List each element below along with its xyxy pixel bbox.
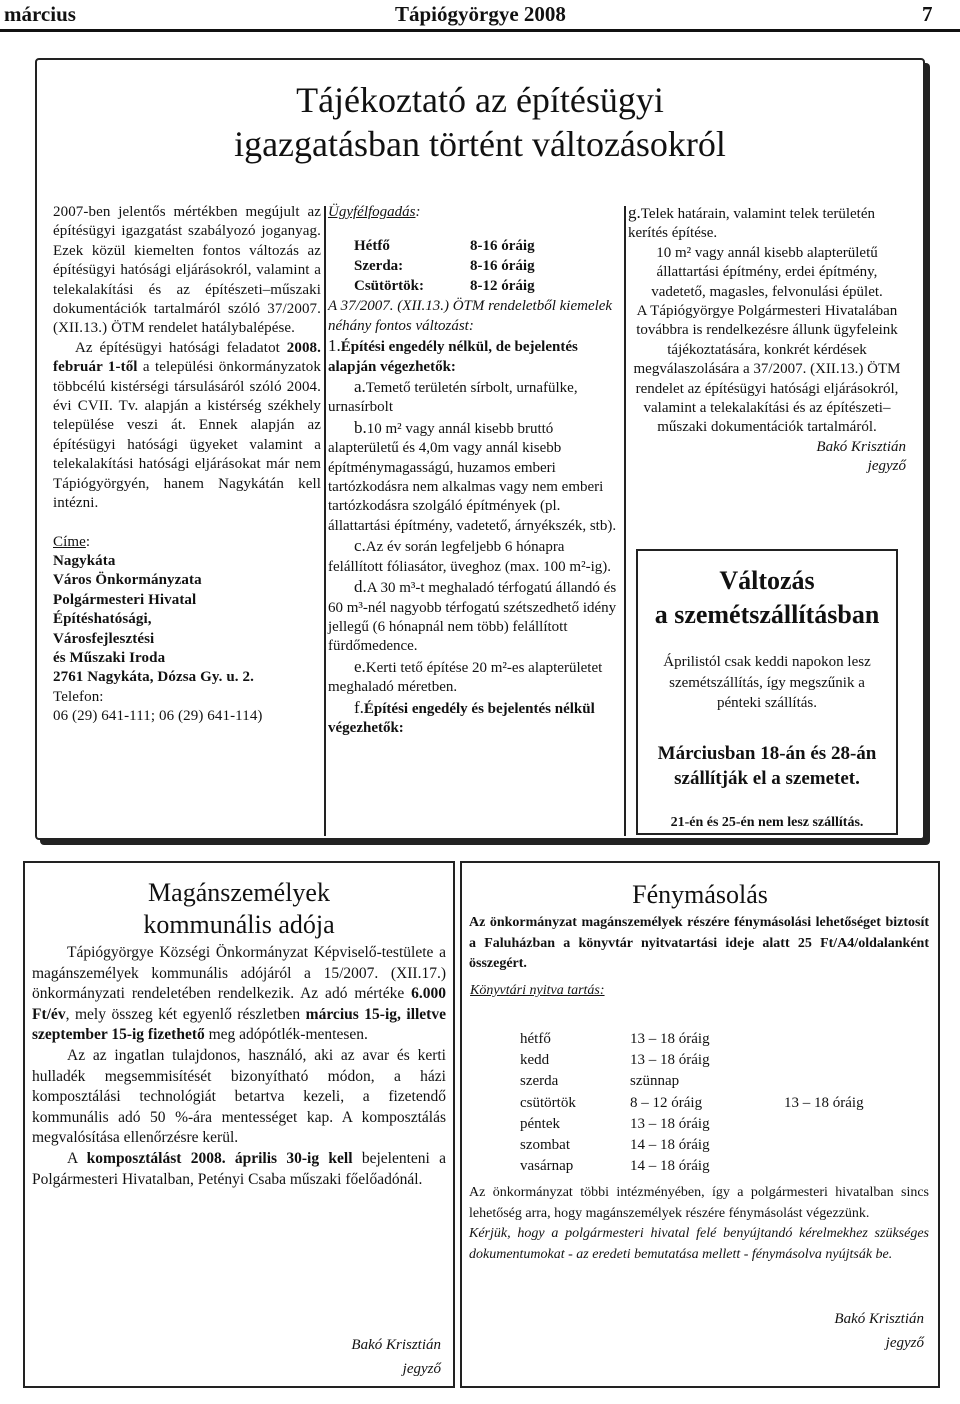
author-role: jegyző xyxy=(402,1361,441,1377)
office-hours-label-text: Ügyfélfogadás xyxy=(328,204,416,220)
list-item: a.Temető területén sírbolt, urnafülke, urnasírbolt xyxy=(328,377,578,416)
paragraph xyxy=(53,339,321,514)
text: , mely összeg két egyenlő részletben xyxy=(65,1005,306,1023)
paragraph: Az az ingatlan tulajdonos, használó, aki az avar és kerti hulladék megsemmisítését bizonyítható módon, a házi komposztálási technológiát betartva kezeli, a fizetendő kommunális adó 50 %-ára mentességet kap. A komposztálás megvalósítása ellenőrzésre kerül. xyxy=(32,1046,446,1147)
tax-author xyxy=(351,1333,441,1381)
list-heading-text: Építési engedély nélkül, de bejelentés alapján végezhetők: xyxy=(328,339,578,375)
cell-time-2 xyxy=(784,1050,864,1071)
cell-day: Szerda: xyxy=(354,258,404,275)
list-item-text: Az év során legfeljebb 6 hónapra felállított fóliasátor, üveghoz (max. 100 m²-ig). xyxy=(328,539,611,575)
list-item-text: Telek határain, valamint telek területén kerítés építése. xyxy=(628,206,876,242)
table-row xyxy=(520,1029,864,1050)
list-heading: 1.Építési engedély nélkül, de bejelentés alapján végezhetők: xyxy=(328,336,578,375)
column-divider xyxy=(624,206,626,836)
cell-day: vasárnap xyxy=(520,1158,574,1175)
author-name: Bakó Krisztián xyxy=(351,1337,441,1353)
tax-box xyxy=(23,861,455,1388)
cell-time: 14 – 18 óráig xyxy=(630,1158,710,1175)
waste-box xyxy=(636,549,898,835)
list-item-text: 10 m² vagy annál kisebb bruttó alapterületű és 4,0m vagy annál kisebb építménymagasságú, huzamos emberi tartózkodásra nem alkalmas vagy nem emberi tartózkodásra szolgáló építmények (pl. állattartási építmény, vadetető, árnyékszék, stb). xyxy=(328,420,617,534)
text: Tápiógyörgye Községi Önkormányzat Képviselő-testülete a magánszemélyek kommunális adójáról a 15/2007. (XII.17.) önkormányzati rendeletében rendelkezik. Az adó mértéke xyxy=(32,944,446,1003)
copy-body xyxy=(469,1183,929,1265)
author-name: Bakó Krisztián xyxy=(834,1311,924,1327)
list-item: c.Az év során legfeljebb 6 hónapra felállított fóliasátor, üveghoz (max. 100 m²-ig). xyxy=(328,536,611,575)
amount: 6.000 Ft/év xyxy=(32,985,446,1023)
article-title-line2: igazgatásban történt változásokról xyxy=(234,124,726,164)
column-divider xyxy=(324,206,326,836)
cell-day: csütörtök xyxy=(520,1094,576,1111)
address-line: Nagykáta xyxy=(53,552,116,569)
cell-time-2: 13 – 18 óráig xyxy=(784,1094,864,1111)
cell-time: szünnap xyxy=(630,1073,680,1090)
text: meg adópótlék-mentesen. xyxy=(204,1026,368,1044)
waste-title-line2: a szemétszállításban xyxy=(654,600,880,629)
cell-time-2 xyxy=(784,1156,864,1177)
cell-day: hétfő xyxy=(520,1031,551,1047)
table-row xyxy=(520,1071,864,1092)
header-rule xyxy=(0,29,960,32)
text: Az építésügyi hatósági feladatot xyxy=(75,339,287,356)
deadlines: március 15-ig, illetve szeptember 15-ig fizethető xyxy=(32,1005,446,1044)
cell-time: 8 – 12 óráig xyxy=(630,1094,703,1111)
text: A xyxy=(67,1149,87,1167)
cell-time: 13 – 18 óráig xyxy=(630,1031,710,1047)
article-column-2 xyxy=(328,203,621,738)
copy-box xyxy=(460,861,940,1388)
list-item: g.Telek határain, valamint telek területén kerítés építése. xyxy=(628,203,876,242)
table-row xyxy=(520,1135,864,1156)
paragraph xyxy=(32,1149,446,1190)
table-row xyxy=(520,1114,864,1135)
cell-time-2 xyxy=(784,1135,864,1156)
list-item-text: A 30 m³-t meghaladó térfogatú állandó és 60 m³-nél nagyobb térfogatú szétszedhető idény jellegű (6 hónapnál nem több) felállított fürdőmedence. xyxy=(328,580,617,655)
library-hours-label: Könyvtári nyitva tartás: xyxy=(470,983,605,998)
page-header xyxy=(0,0,960,30)
address-line: Polgármesteri Hivatal xyxy=(53,591,197,608)
office-hours-label: Ügyfélfogadás: xyxy=(328,204,421,220)
header-publication: Tápiógyörgye 2008 xyxy=(395,2,566,26)
list-item: d.A 30 m³-t meghaladó térfogatú állandó és 60 m³-nél nagyobb térfogatú szétszedhető idény jellegű (6 hónapnál nem több) felállított fürdőmedence. xyxy=(328,577,617,655)
copy-intro: Az önkormányzat magánszemélyek részére fénymásolási lehetőséget biztosít a Faluházban a könyvtár nyitvatartási ideje alatt 25 Ft/A4/oldalanként összegért. xyxy=(469,915,929,971)
address-line: és Műszaki Iroda xyxy=(53,649,166,666)
list-item: b.10 m² vagy annál kisebb bruttó alapterületű és 4,0m vagy annál kisebb építménymagasságú, huzamos emberi tartózkodásra nem alkalmas vagy nem emberi tartózkodásra szolgáló építmények (pl. állattartási építmény, vadetető, árnyékszék, stb). xyxy=(328,417,617,534)
author-name: Bakó Krisztián xyxy=(816,438,906,455)
author-role: jegyző xyxy=(885,1335,924,1351)
library-hours-table xyxy=(520,1029,864,1177)
paragraph xyxy=(32,943,446,1046)
cell-time-2 xyxy=(784,1029,864,1050)
address-line: Építéshatósági, xyxy=(53,611,152,628)
address-line: 2761 Nagykáta, Dózsa Gy. u. 2. xyxy=(53,669,254,686)
copy-title: Fénymásolás xyxy=(632,880,768,909)
article-title-line1: Tájékoztató az építésügyi xyxy=(296,80,664,120)
paragraph: Kérjük, hogy a polgármesteri hivatal felé benyújtandó kérelmekhez szükséges dokumentumokat - az eredeti bemutatása mellett - fénymásolva nyújtsák be. xyxy=(469,1226,929,1262)
cell-day: szombat xyxy=(520,1137,570,1154)
paragraph: A Tápiógyörgye Polgármesteri Hivatalában továbbra is rendelkezésre állunk ügyfeleink tájékoztatására, konkrét kérdések megválaszolására a 37/2007. (XII.13.) ÖTM rendelet az építésügyi hatósági eljárásokról, valamint a telekalakítási és az építészeti–műszaki dokumentációk tartalmáról. xyxy=(633,303,901,436)
date-bold: 2008. február 1-től xyxy=(53,339,321,376)
address-block xyxy=(53,552,321,688)
copy-author xyxy=(834,1307,924,1355)
table-row xyxy=(520,1093,864,1114)
cell-time: 8-16 óráig xyxy=(470,258,535,275)
list-heading: f.Építési engedély és bejelentés nélkül végezhetők: xyxy=(328,697,595,736)
address-line: Város Önkormányzata xyxy=(53,572,202,589)
decree-note: A 37/2007. (XII.13.) ÖTM rendeletből kiemelek néhány fontos változást: xyxy=(328,298,613,334)
list-item-text: Temető területén sírbolt, urnafülke, urnasírbolt xyxy=(328,380,578,416)
header-month: március xyxy=(4,2,76,26)
tax-title-line2: kommunális adója xyxy=(143,910,335,939)
cell-time: 13 – 18 óráig xyxy=(630,1052,710,1069)
text: a települési önkormányzatok többcélú kistérségi társulásáról szóló 2004. évi CVII. Tv. alapján a kistérség székhely települése veszi át. Ennek alapján az építésügyi hatósági ügyeket valamint a telekalakítási hatósági eljárásokat már nem Tápiógyörgyén, hanem Nagykátán kell intézni. xyxy=(53,359,321,512)
article-column-3 xyxy=(628,203,906,477)
author-role: jegyző xyxy=(867,458,906,475)
table-row xyxy=(520,1050,864,1071)
phone-label: Telefon: xyxy=(53,688,104,705)
deadline: komposztálást 2008. április 30-ig kell xyxy=(86,1149,353,1167)
tax-body xyxy=(32,943,446,1190)
list-item-text: Kerti tető építése 20 m²-es alapterületet meghaladó méretben. xyxy=(328,659,603,696)
cell-time: 14 – 18 óráig xyxy=(630,1137,710,1154)
office-hours-table xyxy=(354,236,535,296)
cell-day: péntek xyxy=(520,1115,560,1132)
table-row xyxy=(354,276,535,296)
address-label: Címe: xyxy=(53,533,91,550)
cell-day: Csütörtök: xyxy=(354,278,424,295)
cell-time-2 xyxy=(784,1071,864,1092)
list-item: e.Kerti tető építése 20 m²-es alapterületet meghaladó méretben. xyxy=(328,656,603,696)
tax-title-line1: Magánszemélyek xyxy=(148,878,330,907)
cell-time: 8-16 óráig xyxy=(470,238,535,255)
cell-time-2 xyxy=(784,1114,864,1135)
address-label-text: Címe xyxy=(53,533,86,550)
cell-day: kedd xyxy=(520,1052,550,1069)
article-column-1 xyxy=(53,203,321,727)
cell-time: 8-12 óráig xyxy=(470,278,535,295)
table-row xyxy=(520,1156,864,1177)
table-row xyxy=(354,256,535,276)
table-row xyxy=(354,236,535,256)
phone-number: 06 (29) 641-111; 06 (29) 641-114) xyxy=(53,708,263,725)
list-heading-text: Építési engedély és bejelentés nélkül végezhetők: xyxy=(328,700,595,736)
paragraph: Az önkormányzat többi intézményében, így a polgármesteri hivatalban sincs lehetőség arra, hogy magánszemélyek részére fénymásolást végezzünk. xyxy=(469,1185,929,1221)
text: bejelenteni a Polgármesteri Hivatalban, Petényi Csaba műszaki főelőadónál. xyxy=(32,1149,447,1188)
waste-note: 21-én és 25-én nem lesz szállítás. xyxy=(670,815,864,830)
address-line: Városfejlesztési xyxy=(53,630,155,647)
waste-dates: Márciusban 18-án és 28-án szállítják el a szemetet. xyxy=(657,743,877,789)
cell-day: szerda xyxy=(520,1073,559,1090)
waste-body: Áprilistól csak keddi napokon lesz szemétszállítás, így megszűnik a pénteki szállítás. xyxy=(663,654,871,711)
cell-day: Hétfő xyxy=(354,238,390,255)
paragraph: 10 m² vagy annál kisebb alapterületű állattartási építmény, erdei építmény, vadetető, magasles, felvonulási épület. xyxy=(651,244,883,300)
header-page-number: 7 xyxy=(922,2,933,26)
cell-time: 13 – 18 óráig xyxy=(630,1115,710,1132)
paragraph: 2007-ben jelentős mértékben megújult az építésügyi igazgatást szabályozó joganyag. Ezek közül kiemelten fontos változás az építésügyi hatósági eljárásokról, valamint a telekalakítási és az építészeti–műszaki dokumentációk tartalmáról szóló 37/2007. (XII.13.) ÖTM rendelet hatálybalépése. xyxy=(53,204,321,337)
waste-title-line1: Változás xyxy=(719,566,815,595)
